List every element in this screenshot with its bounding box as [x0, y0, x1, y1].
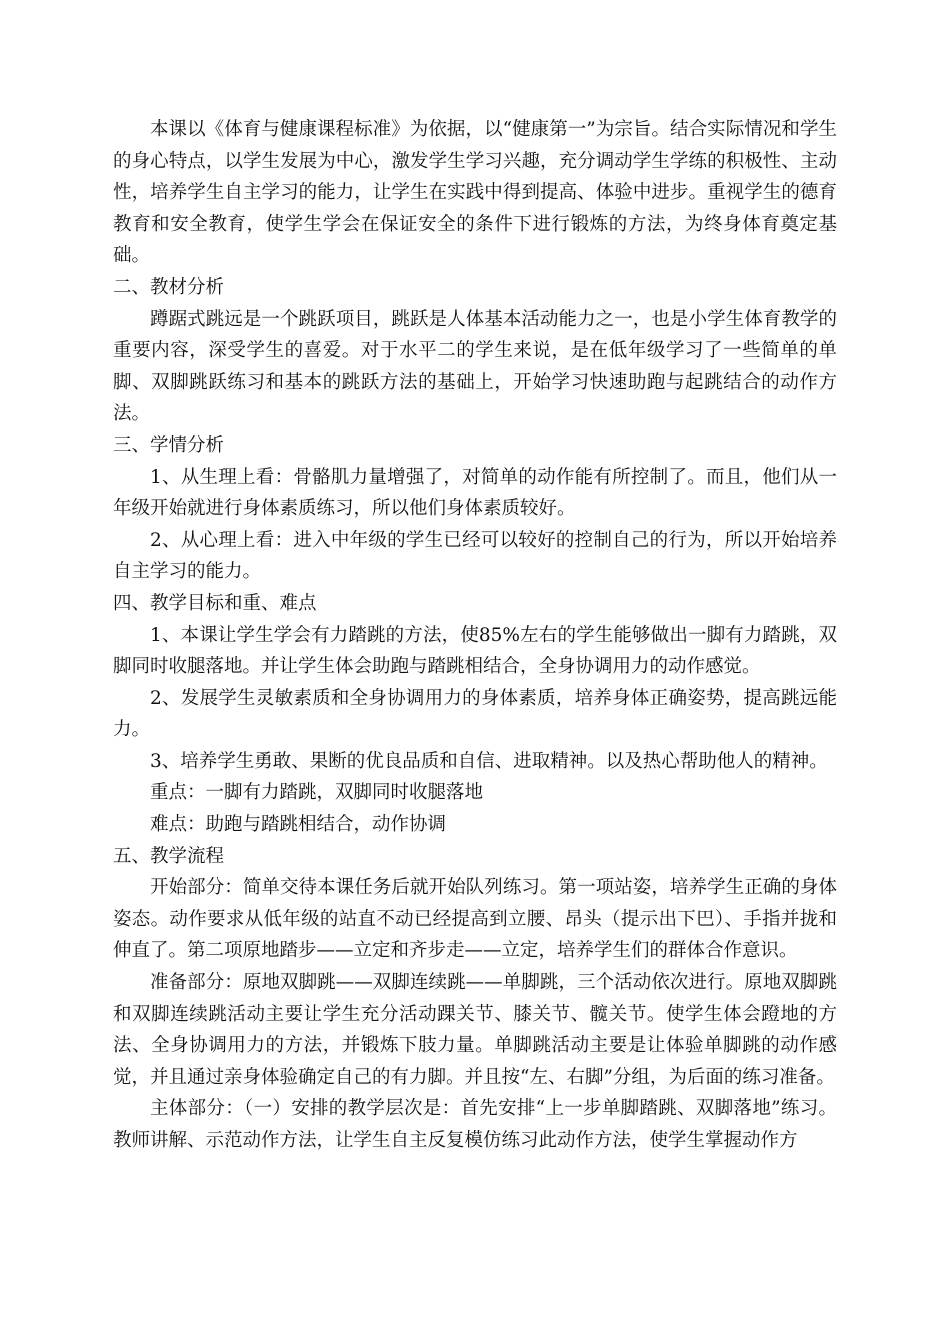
objective-paragraph-2: 2、发展学生灵敏素质和全身协调用力的身体素质，培养身体正确姿势，提高跳远能力。 — [113, 687, 837, 741]
objective-paragraph-1: 1、本课让学生学会有力踏跳的方法，使85%左右的学生能够做出一脚有力踏跳，双脚同时收腿落地。并让学生体会助跑与踏跳相结合，全身协调用力的动作感觉。 — [113, 624, 837, 678]
process-paragraph-main: 主体部分：（一）安排的教学层次是：首先安排“上一步单脚踏跳、双脚落地”练习。教师讲解、示范动作方法，让学生自主反复模仿练习此动作方法，使学生掌握动作方 — [113, 1098, 837, 1151]
document-page — [113, 114, 837, 1157]
students-paragraph-psychology: 2、从心理上看：进入中年级的学生已经可以较好的控制自己的行为，所以开始培养自主学习的能力。 — [113, 529, 837, 583]
section-heading-materials: 二、教材分析 — [113, 276, 225, 298]
process-paragraph-start: 开始部分：简单交待本课任务后就开始队列练习。第一项站姿，培养学生正确的身体姿态。动作要求从低年级的站直不动已经提高到立腰、昂头（提示出下巴）、手指并拢和伸直了。第二项原地踏步——立定和齐步走——立定，培养学生们的群体合作意识。 — [113, 877, 837, 962]
objective-paragraph-3: 3、培养学生勇敢、果断的优良品质和自信、进取精神。以及热心帮助他人的精神。 — [150, 750, 828, 772]
difficulty-line: 难点：助跑与踏跳相结合，动作协调 — [150, 814, 447, 836]
materials-paragraph: 蹲踞式跳远是一个跳跃项目，跳跃是人体基本活动能力之一，也是小学生体育教学的重要内容，深受学生的喜爱。对于水平二的学生来说，是在低年级学习了一些简单的单脚、双脚跳跃练习和基本的跳跃方法的基础上，开始学习快速助跑与起跳结合的动作方法。 — [113, 308, 837, 425]
section-heading-students: 三、学情分析 — [113, 434, 225, 456]
key-point-line: 重点：一脚有力踏跳，双脚同时收腿落地 — [150, 782, 484, 804]
section-heading-objectives: 四、教学目标和重、难点 — [113, 592, 317, 614]
students-paragraph-physiology: 1、从生理上看：骨骼肌力量增强了，对简单的动作能有所控制了。而且，他们从一年级开始就进行身体素质练习，所以他们身体素质较好。 — [113, 466, 837, 520]
section-heading-process: 五、教学流程 — [113, 845, 225, 867]
intro-paragraph: 本课以《体育与健康课程标准》为依据，以“健康第一”为宗旨。结合实际情况和学生的身心特点，以学生发展为中心，激发学生学习兴趣，充分调动学生学练的积极性、主动性，培养学生自主学习的能力，让学生在实践中得到提高、体验中进步。重视学生的德育教育和安全教育，使学生学会在保证安全的条件下进行锻炼的方法，为终身体育奠定基础。 — [113, 119, 837, 267]
process-paragraph-warmup: 准备部分：原地双脚跳——双脚连续跳——单脚跳，三个活动依次进行。原地双脚跳和双脚连续跳活动主要让学生充分活动踝关节、膝关节、髋关节。使学生体会蹬地的方法、全身协调用力的方法，并锻炼下肢力量。单脚跳活动主要是让体验单脚跳的动作感觉，并且通过亲身体验确定自己的有力脚。并且按“左、右脚”分组，为后面的练习准备。 — [113, 972, 837, 1088]
